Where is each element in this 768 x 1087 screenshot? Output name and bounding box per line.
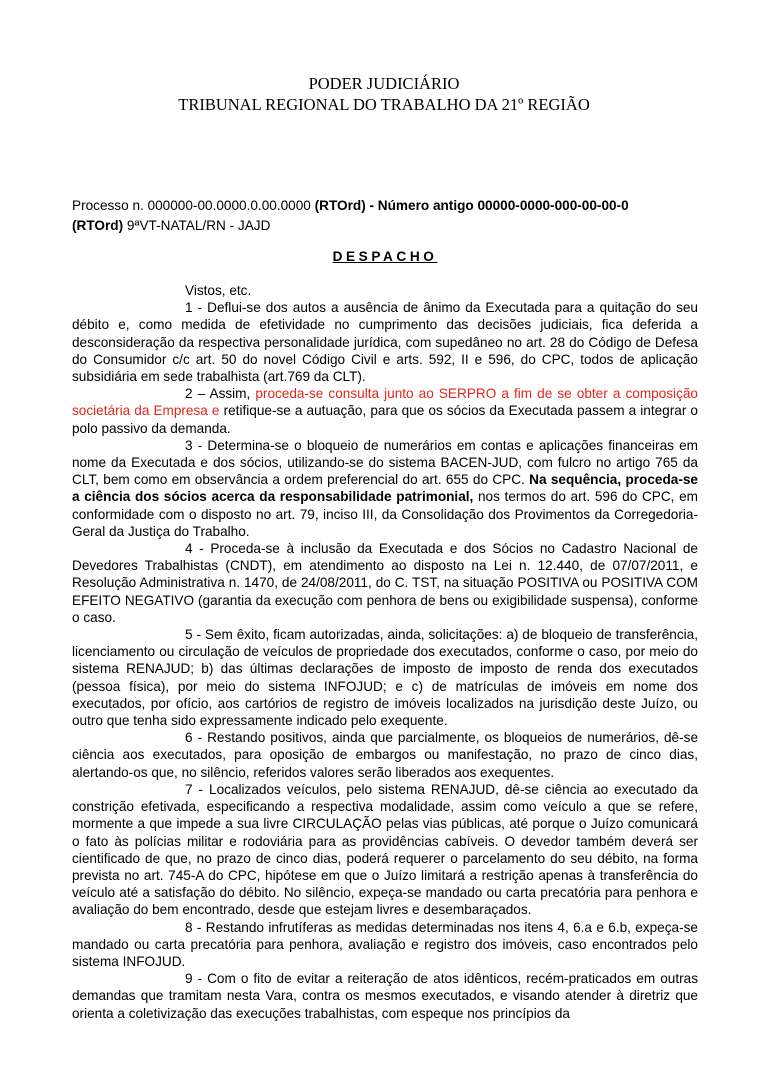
paragraph-2-end: retifique-se a autuação, para que os sócios da Executada passem a integrar o polo passivo da demanda. bbox=[72, 403, 698, 436]
paragraph-1: 1 - Deflui-se dos autos a ausência de ânimo da Executada para a quitação do seu débito e, como medida de efetividade no cumprimento das decisões judiciais, fica deferida a desconsideração da respectiva personalidade jurídica, com supedâneo no art. 28 do Código de Defesa do Consumidor c/c art. 50 do novel Código Civil e arts. 592, II e 596, do CPC, todos de aplicação subsidiária em sede trabalhista (art.769 da CLT). bbox=[72, 300, 698, 385]
paragraph-3-bold: Na sequência, proceda-se a ciência dos sócios acerca da responsabilidade patrimonial, bbox=[72, 472, 698, 505]
document-title: DESPACHO bbox=[332, 249, 438, 264]
process-old-number: (RTOrd) - Número antigo 00000-0000-000-00-00-0 bbox=[314, 198, 629, 213]
paragraph-2-start: 2 – Assim, bbox=[185, 386, 256, 402]
process-class: (RTOrd) bbox=[72, 218, 124, 233]
paragraph-9: 9 - Com o fito de evitar a reiteração de atos idênticos, recém-praticados em outras demandas que tramitam nesta Vara, contra os mesmos executados, e visando atender à diretriz que orienta a coletivização das execuções trabalhistas, com espeque nos princípios da bbox=[72, 971, 698, 1021]
document-body bbox=[72, 282, 698, 1022]
process-court: 9ªVT-NATAL/RN - JAJD bbox=[123, 218, 271, 233]
paragraph-8: 8 - Restando infrutíferas as medidas determinadas nos itens 4, 6.a e 6.b, expeça-se mandado ou carta precatória para penhora, avaliação e registro dos imóveis, caso encontrados pelo sistema INFOJUD. bbox=[72, 919, 698, 969]
header-court: PODER JUDICIÁRIO bbox=[308, 74, 460, 93]
process-identifier bbox=[72, 196, 698, 236]
paragraph-7: 7 - Localizados veículos, pelo sistema RENAJUD, dê-se ciência ao executado da constrição efetivada, especificando a respectiva modalidade, assim como veículo a que se refere, mormente a que impede a sua livre CIRCULAÇÃO pelas vias públicas, até porque o Juízo comunicará o fato às polícias militar e rodoviária para as providências cabíveis. O devedor também deverá ser cientificado de que, no prazo de cinco dias, poderá requerer o parcelamento do seu débito, na forma prevista no art. 745-A do CPC, hipótese em que o Juízo limitará a restrição apenas à transferência do veículo até a satisfação do débito. No silêncio, expeça-se mandado ou carta precatória para penhora e avaliação do bem encontrado, desde que estejam livres e desembaraçados. bbox=[72, 781, 698, 918]
header-tribunal: TRIBUNAL REGIONAL DO TRABALHO DA 21º REGIÃO bbox=[178, 95, 590, 114]
paragraph-vistos: Vistos, etc. bbox=[185, 283, 252, 298]
paragraph-4: 4 - Proceda-se à inclusão da Executada e dos Sócios no Cadastro Nacional de Devedores Trabalhistas (CNDT), em atendimento ao disposto na Lei n. 12.440, de 07/07/2011, e Resolução Administrativa n. 1470, de 24/08/2011, do C. TST, na situação POSITIVA ou POSITIVA COM EFEITO NEGATIVO (garantia da execução com penhora de bens ou exigibilidade suspensa), conforme o caso. bbox=[72, 541, 698, 625]
paragraph-3 bbox=[72, 437, 698, 540]
paragraph-3-start: 3 - Determina-se o bloqueio de numerários em contas e aplicações financeiras em nome da Executada e dos sócios, utilizando-se do sistema BACEN-JUD, com fulcro no artigo 765 da CLT, bem como em observância a ordem preferencial do art. 655 do CPC. bbox=[72, 437, 698, 488]
paragraph-5: 5 - Sem êxito, ficam autorizadas, ainda, solicitações: a) de bloqueio de transferência, licenciamento ou circulação de veículos de propriedade dos executados, conforme o caso, por meio do sistema RENAJUD; b) das últimas declarações de imposto de imposto de renda dos executados (pessoa física), por meio do sistema INFOJUD; e c) de matrículas de imóveis em nome dos executados, por ofício, aos cartórios de registro de imóveis localizados na jurisdição deste Juízo, ou outro que tenha sido expressamente indicado pelo exequente. bbox=[72, 627, 698, 729]
paragraph-6: 6 - Restando positivos, ainda que parcialmente, os bloqueios de numerários, dê-se ciência aos executados, para oposição de embargos ou manifestação, no prazo de cinco dias, alertando-os que, no silêncio, referidos valores serão liberados aos exequentes. bbox=[72, 730, 698, 780]
process-number: Processo n. 000000-00.0000.0.00.0000 bbox=[72, 198, 315, 213]
paragraph-3-end: nos termos do art. 596 do CPC, em conformidade com o disposto no art. 79, inciso III, da Consolidação dos Provimentos da Corregedoria-Geral da Justiça do Trabalho. bbox=[72, 489, 698, 539]
paragraph-2 bbox=[72, 385, 698, 437]
paragraph-2-highlight: proceda-se consulta junto ao SERPRO a fim de se obter a composição societária da Empresa e bbox=[72, 386, 698, 419]
